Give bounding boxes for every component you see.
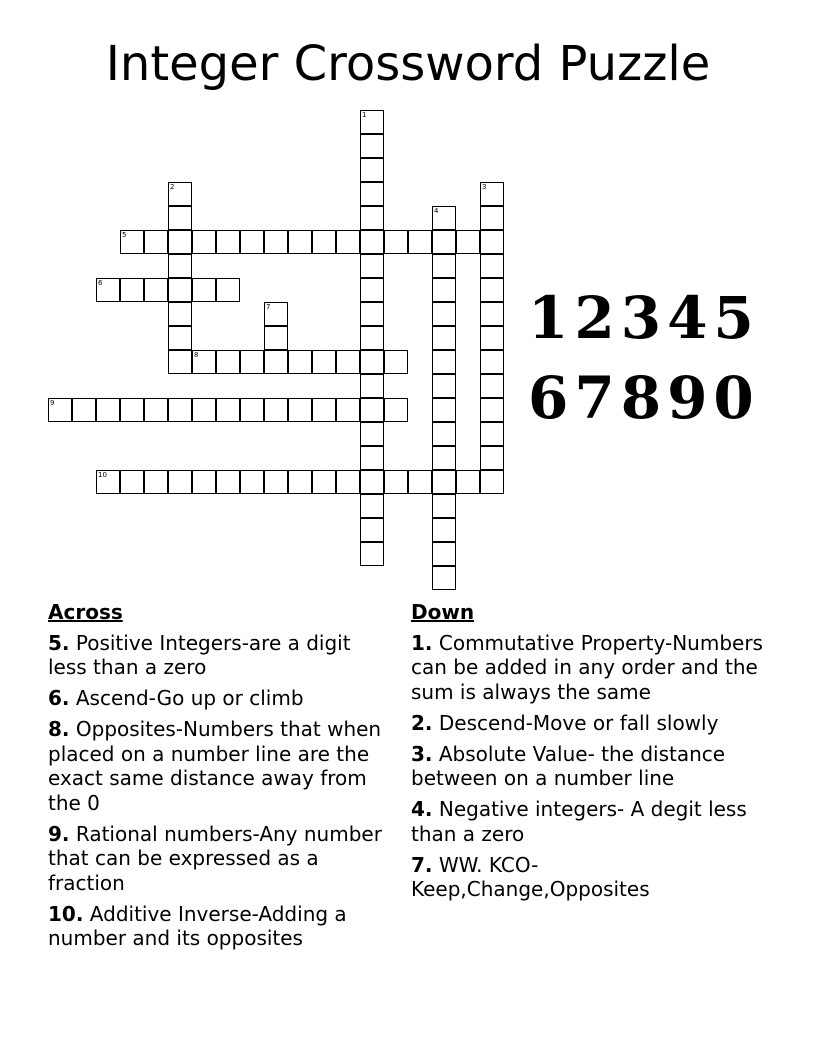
grid-cell[interactable] xyxy=(360,350,384,374)
grid-cell[interactable] xyxy=(192,398,216,422)
clue-number: 9. xyxy=(48,821,70,846)
grid-cell[interactable] xyxy=(432,374,456,398)
grid-cell[interactable] xyxy=(432,254,456,278)
grid-cell[interactable] xyxy=(360,278,384,302)
grid-cell[interactable] xyxy=(72,398,96,422)
grid-cell[interactable] xyxy=(312,350,336,374)
clue-number-label: 9 xyxy=(50,399,55,407)
grid-cell[interactable] xyxy=(288,398,312,422)
grid-cell[interactable] xyxy=(360,182,384,206)
grid-cell[interactable] xyxy=(432,470,456,494)
grid-cell[interactable] xyxy=(384,398,408,422)
grid-cell[interactable] xyxy=(432,566,456,590)
grid-cell[interactable] xyxy=(360,158,384,182)
grid-cell[interactable] xyxy=(408,470,432,494)
grid-cell[interactable] xyxy=(384,470,408,494)
grid-cell[interactable] xyxy=(288,470,312,494)
clue-number: 1. xyxy=(411,630,433,655)
grid-cell[interactable] xyxy=(96,278,120,302)
down-heading: Down xyxy=(411,600,475,624)
clue-number-label: 6 xyxy=(98,279,103,287)
clue-text: Additive Inverse-Adding a number and its opposites xyxy=(48,901,347,950)
grid-cell[interactable] xyxy=(360,230,384,254)
grid-cell[interactable] xyxy=(192,230,216,254)
grid-cell[interactable] xyxy=(360,254,384,278)
grid-cell[interactable] xyxy=(480,350,504,374)
grid-cell[interactable] xyxy=(432,278,456,302)
clue-down xyxy=(411,742,771,791)
grid-cell[interactable] xyxy=(216,230,240,254)
grid-cell[interactable] xyxy=(240,470,264,494)
grid-cell[interactable] xyxy=(264,350,288,374)
clue-number: 10. xyxy=(48,901,84,926)
clue-text: WW. KCO-Keep,Change,Opposites xyxy=(411,852,650,901)
clue-down xyxy=(411,711,771,736)
grid-cell[interactable] xyxy=(336,470,360,494)
grid-cell[interactable] xyxy=(216,470,240,494)
grid-cell[interactable] xyxy=(288,350,312,374)
clue-across xyxy=(48,822,388,896)
grid-cell[interactable] xyxy=(336,350,360,374)
decorative-digits-row: 67890 xyxy=(528,364,760,432)
grid-cell[interactable] xyxy=(480,398,504,422)
grid-cell[interactable] xyxy=(432,542,456,566)
across-heading: Across xyxy=(48,600,123,624)
grid-cell[interactable] xyxy=(360,374,384,398)
across-clues xyxy=(48,600,388,957)
grid-cell[interactable] xyxy=(192,470,216,494)
grid-cell[interactable] xyxy=(264,230,288,254)
grid-cell[interactable] xyxy=(216,278,240,302)
clue-number: 2. xyxy=(411,710,433,735)
grid-cell[interactable] xyxy=(312,398,336,422)
clue-text: Positive Integers-are a digit less than a zero xyxy=(48,630,351,679)
grid-cell[interactable] xyxy=(336,398,360,422)
grid-cell[interactable] xyxy=(432,206,456,230)
clue-number-label: 8 xyxy=(194,351,199,359)
grid-cell[interactable] xyxy=(480,302,504,326)
clue-number-label: 5 xyxy=(122,231,127,239)
grid-cell[interactable] xyxy=(432,230,456,254)
clue-text: Absolute Value- the distance between on a number line xyxy=(411,741,726,790)
grid-cell[interactable] xyxy=(432,518,456,542)
grid-cell[interactable] xyxy=(168,470,192,494)
clue-number-label: 1 xyxy=(362,111,367,119)
clue-text: Commutative Property-Numbers can be added in any order and the sum is always the same xyxy=(411,630,763,704)
grid-cell[interactable] xyxy=(168,398,192,422)
grid-cell[interactable] xyxy=(264,302,288,326)
clue-down xyxy=(411,853,771,902)
grid-cell[interactable] xyxy=(408,230,432,254)
grid-cell[interactable] xyxy=(336,230,360,254)
grid-cell[interactable] xyxy=(360,326,384,350)
clue-across xyxy=(48,902,388,951)
clue-text: Rational numbers-Any number that can be expressed as a fraction xyxy=(48,821,382,895)
grid-cell[interactable] xyxy=(120,470,144,494)
grid-cell[interactable] xyxy=(480,206,504,230)
grid-cell[interactable] xyxy=(432,350,456,374)
grid-cell[interactable] xyxy=(168,206,192,230)
grid-cell[interactable] xyxy=(432,422,456,446)
grid-cell[interactable] xyxy=(384,230,408,254)
grid-cell[interactable] xyxy=(480,422,504,446)
clue-number-label: 10 xyxy=(98,471,107,479)
grid-cell[interactable] xyxy=(360,206,384,230)
grid-cell[interactable] xyxy=(360,494,384,518)
grid-cell[interactable] xyxy=(480,278,504,302)
down-clues xyxy=(411,600,771,908)
grid-cell[interactable] xyxy=(384,350,408,374)
grid-cell[interactable] xyxy=(360,302,384,326)
grid-cell[interactable] xyxy=(216,398,240,422)
grid-cell[interactable] xyxy=(360,422,384,446)
grid-cell[interactable] xyxy=(360,518,384,542)
grid-cell[interactable] xyxy=(360,110,384,134)
clue-text: Negative integers- A degit less than a zero xyxy=(411,797,747,846)
clue-number: 4. xyxy=(411,797,433,821)
grid-cell[interactable] xyxy=(432,398,456,422)
grid-cell[interactable] xyxy=(432,446,456,470)
grid-cell[interactable] xyxy=(456,470,480,494)
clue-across xyxy=(48,717,388,815)
clue-number-label: 2 xyxy=(170,183,175,191)
clue-number-label: 3 xyxy=(482,183,487,191)
grid-cell[interactable] xyxy=(168,302,192,326)
grid-cell[interactable] xyxy=(144,278,168,302)
grid-cell[interactable] xyxy=(240,230,264,254)
grid-cell[interactable] xyxy=(480,470,504,494)
grid-cell[interactable] xyxy=(480,374,504,398)
clue-number: 6. xyxy=(48,686,70,710)
grid-cell[interactable] xyxy=(264,470,288,494)
clue-number: 7. xyxy=(411,852,433,877)
grid-cell[interactable] xyxy=(144,398,168,422)
grid-cell[interactable] xyxy=(192,278,216,302)
grid-cell[interactable] xyxy=(120,278,144,302)
clue-text: Opposites-Numbers that when placed on a number line are the exact same distance away from the 0 xyxy=(48,717,382,815)
grid-cell[interactable] xyxy=(432,326,456,350)
clue-across xyxy=(48,686,388,711)
grid-cell[interactable] xyxy=(480,230,504,254)
clue-text: Descend-Move or fall slowly xyxy=(438,710,719,735)
decorative-digits xyxy=(528,278,778,438)
grid-cell[interactable] xyxy=(480,182,504,206)
grid-cell[interactable] xyxy=(48,398,72,422)
grid-cell[interactable] xyxy=(312,470,336,494)
grid-cell[interactable] xyxy=(288,230,312,254)
grid-cell[interactable] xyxy=(168,278,192,302)
grid-cell[interactable] xyxy=(360,542,384,566)
grid-cell[interactable] xyxy=(192,350,216,374)
grid-cell[interactable] xyxy=(240,350,264,374)
grid-cell[interactable] xyxy=(264,326,288,350)
grid-cell[interactable] xyxy=(360,470,384,494)
clue-number-label: 4 xyxy=(434,207,439,215)
grid-cell[interactable] xyxy=(216,350,240,374)
grid-cell[interactable] xyxy=(360,446,384,470)
clue-number: 8. xyxy=(48,717,70,741)
grid-cell[interactable] xyxy=(168,182,192,206)
grid-cell[interactable] xyxy=(456,230,480,254)
grid-cell[interactable] xyxy=(432,302,456,326)
clue-number-label: 7 xyxy=(266,303,271,311)
grid-cell[interactable] xyxy=(144,230,168,254)
grid-cell[interactable] xyxy=(360,134,384,158)
grid-cell[interactable] xyxy=(360,398,384,422)
grid-cell[interactable] xyxy=(480,326,504,350)
grid-cell[interactable] xyxy=(168,230,192,254)
page-title: Integer Crossword Puzzle xyxy=(105,36,711,92)
clue-across xyxy=(48,631,388,680)
grid-cell[interactable] xyxy=(240,398,264,422)
grid-cell[interactable] xyxy=(168,350,192,374)
grid-cell[interactable] xyxy=(144,470,168,494)
grid-cell[interactable] xyxy=(120,398,144,422)
clue-down xyxy=(411,797,771,846)
grid-cell[interactable] xyxy=(432,494,456,518)
grid-cell[interactable] xyxy=(168,254,192,278)
grid-cell[interactable] xyxy=(264,398,288,422)
clue-text: Ascend-Go up or climb xyxy=(75,686,304,710)
grid-cell[interactable] xyxy=(96,398,120,422)
grid-cell[interactable] xyxy=(96,470,120,494)
decorative-digits-row: 12345 xyxy=(528,284,760,352)
grid-cell[interactable] xyxy=(480,446,504,470)
grid-cell[interactable] xyxy=(480,254,504,278)
clue-number: 5. xyxy=(48,630,70,655)
grid-cell[interactable] xyxy=(312,230,336,254)
grid-cell[interactable] xyxy=(120,230,144,254)
clue-down xyxy=(411,631,771,705)
grid-cell[interactable] xyxy=(168,326,192,350)
clue-number: 3. xyxy=(411,741,433,766)
